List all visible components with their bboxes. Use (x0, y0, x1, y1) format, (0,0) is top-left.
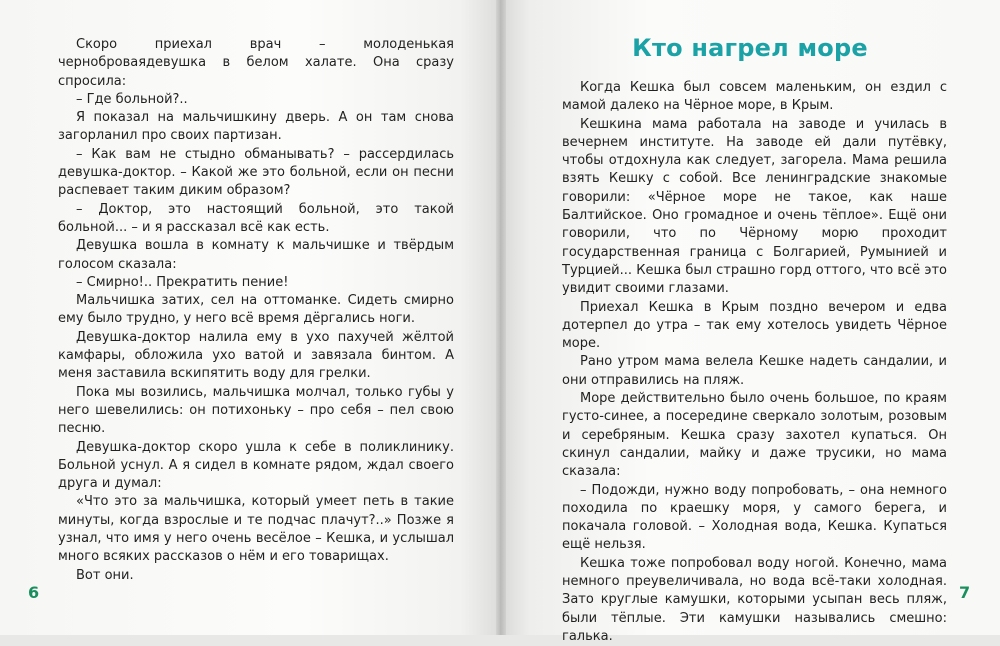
right-page-text (562, 79, 947, 646)
paragraph: Приехал Кешка в Крым поздно вечером и едва дотерпел до утра – так ему хотелось увидеть Чёрное море. (562, 299, 947, 352)
paragraph: «Что это за мальчишка, который умеет петь в такие минуты, когда взрослые и те подчас плачут?..» Позже я узнал, что имя у него очень весёлое – Кешка, и услышал много всяких рассказов о нём и его товарищах. (58, 494, 454, 565)
paragraph: – Где больной?.. (76, 91, 188, 107)
book-gutter (496, 0, 506, 635)
paragraph: Мальчишка затих, сел на оттоманке. Сидеть смирно ему было трудно, у него всё время дёргались ноги. (58, 293, 454, 327)
paragraph: Пока мы возились, мальчишка молчал, только губы у него шевелились: он потихоньку – про себя – пел свою песню. (58, 384, 454, 437)
paragraph: Рано утром мама велела Кешке надеть сандалии, и они отправились на пляж. (562, 354, 947, 388)
paragraph: Море действительно было очень большое, по краям густо-синее, а посередине сверкало золотым, розовым и серебряным. Кешка сразу захотел купаться. Он скинул сандалии, майку и даже трусики, но мама сказала: (562, 391, 947, 480)
paragraph: Девушка-доктор налила ему в ухо пахучей жёлтой камфары, обложила ухо ватой и завязала бинтом. А меня заставила вскипятить воду для грелки. (58, 329, 454, 382)
paragraph: Когда Кешка был совсем маленьким, он ездил с мамой далеко на Чёрное море, в Крым. (562, 80, 947, 114)
chapter-title: Кто нагрел море (632, 34, 868, 62)
paragraph: Кешкина мама работала на заводе и училась в вечернем институте. На заводе ей дали путёвку, чтобы отдохнула как следует, загорела. Мама решила взять Кешку с собой. Все ленинградские знакомые говорили: «Чёрное море не такое, как наше Балтийское. Оно громадное и очень тёплое». Ещё они говорили, что по Чёрному морю проходит государственная граница с Болгарией, Румынией и Турцией... Кешка был страшно горд оттого, что всё это увидит своими глазами. (562, 116, 947, 297)
paragraph: – Как вам не стыдно обманывать? – рассердилась девушка-доктор. – Какой же это больной, если он песни распевает таким диким образом? (58, 146, 454, 199)
page-number-right: 7 (959, 583, 971, 602)
left-page (0, 0, 500, 635)
paragraph: – Доктор, это настоящий больной, это такой больной... – и я рассказал всё как есть. (58, 201, 454, 235)
paragraph: Кешка тоже попробовал воду ногой. Конечно, мама немного преувеличивала, но вода всё-таки холодная. Зато круглые камушки, которыми усыпан весь пляж, были тёплые. Эти камушки назывались смешно: галька. (562, 555, 947, 644)
paragraph: Девушка-доктор скоро ушла к себе в поликлинику. Больной уснул. А я сидел в комнате рядом, ждал своего друга и думал: (58, 439, 454, 492)
paragraph: Вот они. (76, 567, 134, 583)
paragraph: Девушка вошла в комнату к мальчишке и твёрдым голосом сказала: (58, 238, 454, 272)
paragraph: – Подожди, нужно воду попробовать, – она немного походила по краешку моря, у самого берега, и покачала головой. – Холодная вода, Кешка. Купаться ещё нельзя. (562, 482, 947, 553)
paragraph: Скоро приехал врач – молоденькая черноброваядевушка в белом халате. Она сразу спросила: (58, 37, 454, 89)
left-page-text (58, 36, 454, 585)
page-number-left: 6 (28, 583, 40, 602)
paragraph: – Смирно!.. Прекратить пение! (76, 274, 289, 290)
right-page (500, 0, 1000, 644)
paragraph: Я показал на мальчишкину дверь. А он там снова загорланил про своих партизан. (58, 110, 454, 144)
